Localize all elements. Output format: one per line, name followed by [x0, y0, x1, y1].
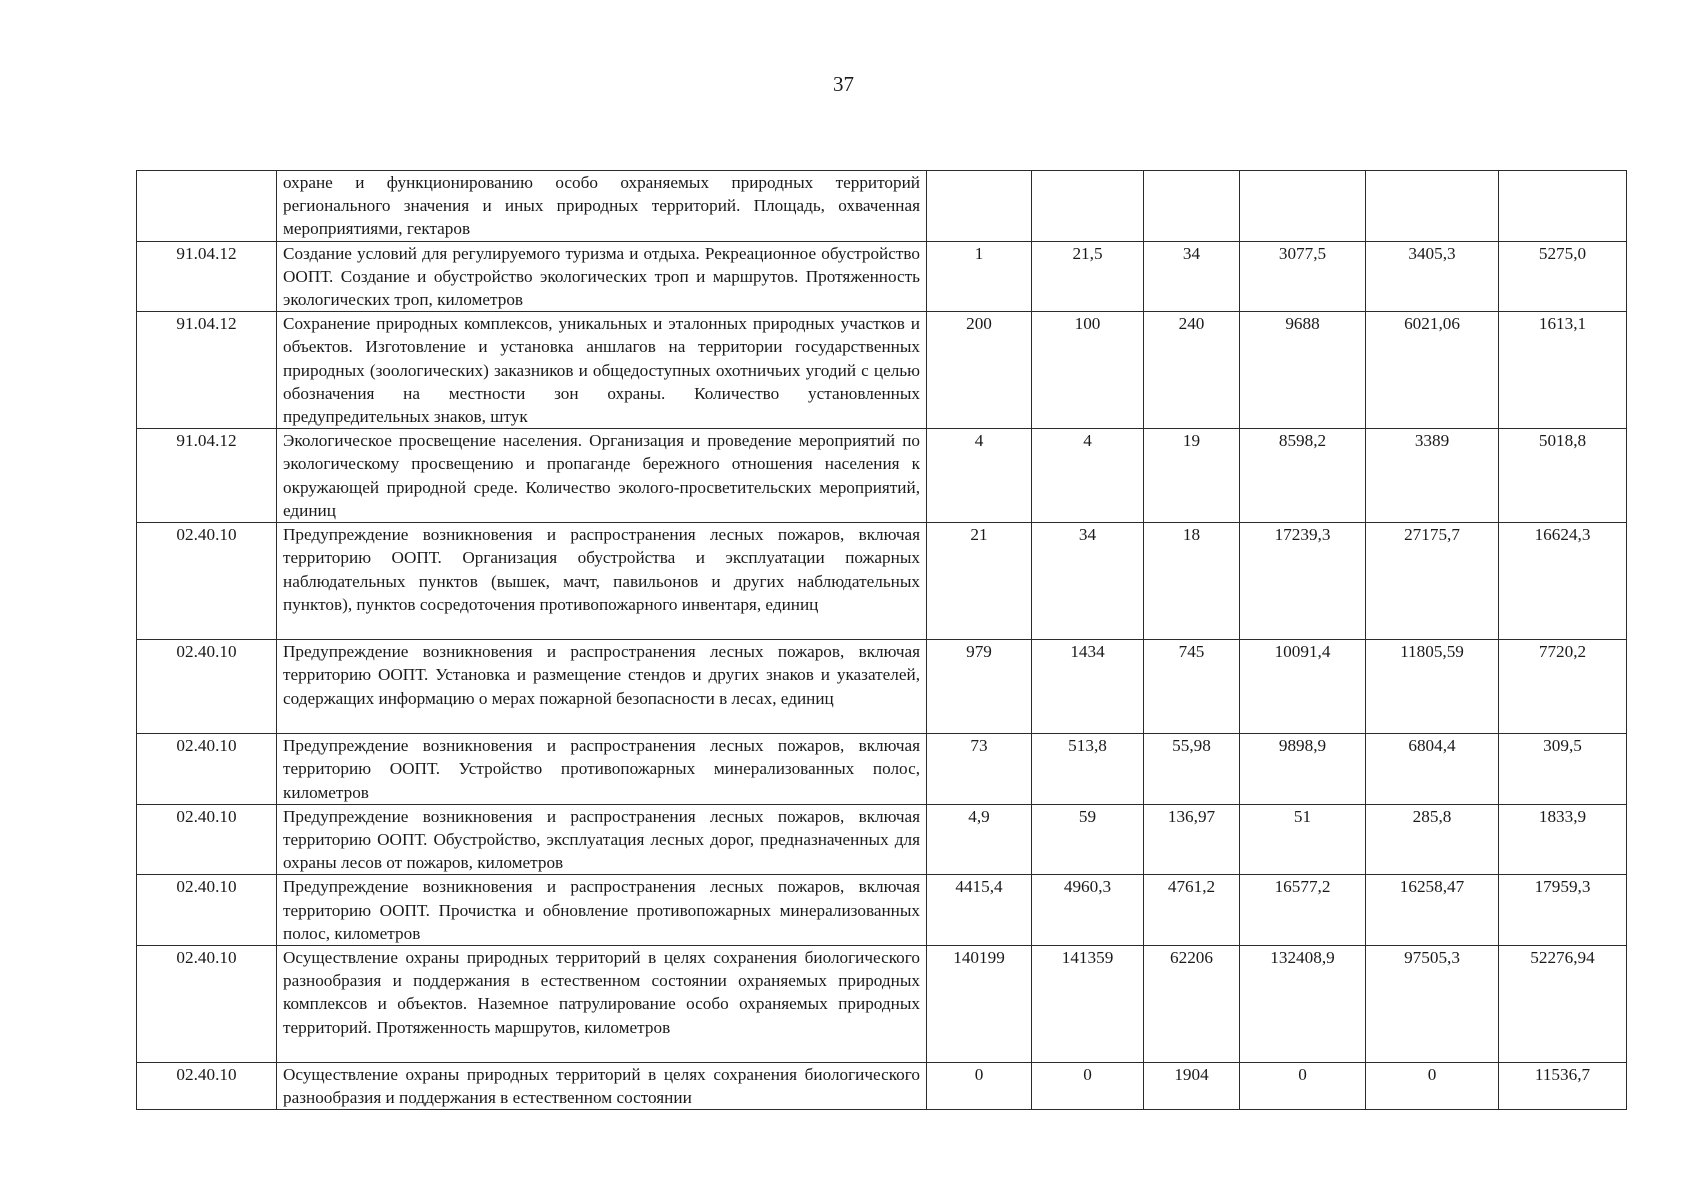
table-row [137, 1063, 1627, 1110]
row-value-3: 18 [1144, 523, 1240, 640]
row-code [137, 171, 277, 242]
table-body [137, 171, 1627, 1110]
row-value-2: 0 [1032, 1063, 1144, 1110]
row-value-3: 136,97 [1144, 804, 1240, 875]
page-number: 37 [833, 72, 854, 96]
row-value-4: 51 [1240, 804, 1366, 875]
row-code: 02.40.10 [137, 946, 277, 1063]
row-value-3: 745 [1144, 640, 1240, 734]
row-value-1: 140199 [927, 946, 1032, 1063]
row-value-2: 4 [1032, 429, 1144, 523]
row-value-1: 200 [927, 312, 1032, 429]
row-description: Предупреждение возникновения и распространения лесных пожаров, включая территорию ООПТ. Прочистка и обновление противопожарных минерализованных полос, километров [277, 875, 927, 946]
row-value-5: 3389 [1366, 429, 1499, 523]
row-value-4: 9688 [1240, 312, 1366, 429]
row-value-5: 3405,3 [1366, 241, 1499, 312]
row-description: Осуществление охраны природных территорий в целях сохранения биологического разнообразия и поддержания в естественном состоянии [277, 1063, 927, 1110]
table-row [137, 523, 1627, 640]
row-value-4: 3077,5 [1240, 241, 1366, 312]
row-value-6: 7720,2 [1499, 640, 1627, 734]
row-description: Осуществление охраны природных территорий в целях сохранения биологического разнообразия и поддержания в естественном состоянии охраняемых природных комплексов и объектов. Наземное патрулирование особо охраняемых природных территорий. Протяженность маршрутов, километров [277, 946, 927, 1063]
row-value-3: 19 [1144, 429, 1240, 523]
row-value-3: 62206 [1144, 946, 1240, 1063]
row-value-6: 5275,0 [1499, 241, 1627, 312]
row-value-2: 4960,3 [1032, 875, 1144, 946]
row-value-6: 5018,8 [1499, 429, 1627, 523]
row-value-2: 21,5 [1032, 241, 1144, 312]
row-value-5: 11805,59 [1366, 640, 1499, 734]
table-row [137, 734, 1627, 805]
row-description: Создание условий для регулируемого туризма и отдыха. Рекреационное обустройство ООПТ. Создание и обустройство экологических троп и маршрутов. Протяженность экологических троп, километров [277, 241, 927, 312]
row-value-4 [1240, 171, 1366, 242]
row-value-6: 309,5 [1499, 734, 1627, 805]
row-code: 02.40.10 [137, 640, 277, 734]
row-description: Экологическое просвещение населения. Организация и проведение мероприятий по экологическому просвещению и пропаганде бережного отношения населения к окружающей природной среде. Количество эколого-просветительских мероприятий, единиц [277, 429, 927, 523]
indicators-table [136, 170, 1627, 1110]
table-row [137, 171, 1627, 242]
row-value-1: 4,9 [927, 804, 1032, 875]
row-description: Предупреждение возникновения и распространения лесных пожаров, включая территорию ООПТ. Обустройство, эксплуатация лесных дорог, предназначенных для охраны лесов от пожаров, километров [277, 804, 927, 875]
table-row [137, 429, 1627, 523]
row-description: Предупреждение возникновения и распространения лесных пожаров, включая территорию ООПТ. Организация обустройства и эксплуатации пожарных наблюдательных пунктов (вышек, мачт, павильонов и других наблюдательных пунктов), пунктов сосредоточения противопожарного инвентаря, единиц [277, 523, 927, 640]
table-row [137, 312, 1627, 429]
row-value-6: 11536,7 [1499, 1063, 1627, 1110]
row-value-2: 59 [1032, 804, 1144, 875]
row-value-2: 1434 [1032, 640, 1144, 734]
row-value-2: 34 [1032, 523, 1144, 640]
table-row [137, 875, 1627, 946]
row-code: 02.40.10 [137, 523, 277, 640]
row-value-6 [1499, 171, 1627, 242]
row-value-2 [1032, 171, 1144, 242]
row-value-4: 0 [1240, 1063, 1366, 1110]
row-value-6: 1613,1 [1499, 312, 1627, 429]
row-value-1: 0 [927, 1063, 1032, 1110]
row-value-1 [927, 171, 1032, 242]
row-value-5: 285,8 [1366, 804, 1499, 875]
row-value-4: 132408,9 [1240, 946, 1366, 1063]
row-value-3 [1144, 171, 1240, 242]
row-value-5: 0 [1366, 1063, 1499, 1110]
row-value-1: 4 [927, 429, 1032, 523]
row-description: Сохранение природных комплексов, уникальных и эталонных природных участков и объектов. Изготовление и установка аншлагов на территории государственных природных (зоологических) заказников и общедоступных охотничьих угодий с целью обозначения на местности зон охраны. Количество установленных предупредительных знаков, штук [277, 312, 927, 429]
row-code: 91.04.12 [137, 429, 277, 523]
row-value-5: 27175,7 [1366, 523, 1499, 640]
row-value-3: 240 [1144, 312, 1240, 429]
row-value-3: 1904 [1144, 1063, 1240, 1110]
row-value-4: 10091,4 [1240, 640, 1366, 734]
row-code: 02.40.10 [137, 875, 277, 946]
row-description: Предупреждение возникновения и распространения лесных пожаров, включая территорию ООПТ. Установка и размещение стендов и других знаков и указателей, содержащих информацию о мерах пожарной безопасности в лесах, единиц [277, 640, 927, 734]
table-row [137, 946, 1627, 1063]
row-description: охране и функционированию особо охраняемых природных территорий регионального значения и иных природных территорий. Площадь, охваченная мероприятиями, гектаров [277, 171, 927, 242]
row-value-6: 1833,9 [1499, 804, 1627, 875]
row-value-6: 52276,94 [1499, 946, 1627, 1063]
row-value-6: 17959,3 [1499, 875, 1627, 946]
row-value-2: 100 [1032, 312, 1144, 429]
row-value-5 [1366, 171, 1499, 242]
row-value-1: 21 [927, 523, 1032, 640]
row-value-4: 16577,2 [1240, 875, 1366, 946]
row-value-3: 4761,2 [1144, 875, 1240, 946]
row-value-1: 4415,4 [927, 875, 1032, 946]
row-value-4: 17239,3 [1240, 523, 1366, 640]
row-value-4: 8598,2 [1240, 429, 1366, 523]
row-value-5: 6804,4 [1366, 734, 1499, 805]
row-value-1: 979 [927, 640, 1032, 734]
table-row [137, 804, 1627, 875]
row-value-6: 16624,3 [1499, 523, 1627, 640]
row-code: 02.40.10 [137, 1063, 277, 1110]
row-value-2: 141359 [1032, 946, 1144, 1063]
row-value-5: 6021,06 [1366, 312, 1499, 429]
row-value-2: 513,8 [1032, 734, 1144, 805]
row-description: Предупреждение возникновения и распространения лесных пожаров, включая территорию ООПТ. Устройство противопожарных минерализованных полос, километров [277, 734, 927, 805]
table-row [137, 640, 1627, 734]
row-value-1: 73 [927, 734, 1032, 805]
table-row [137, 241, 1627, 312]
row-value-3: 55,98 [1144, 734, 1240, 805]
row-code: 91.04.12 [137, 241, 277, 312]
row-value-3: 34 [1144, 241, 1240, 312]
row-value-5: 97505,3 [1366, 946, 1499, 1063]
row-value-5: 16258,47 [1366, 875, 1499, 946]
row-value-4: 9898,9 [1240, 734, 1366, 805]
row-code: 91.04.12 [137, 312, 277, 429]
row-value-1: 1 [927, 241, 1032, 312]
row-code: 02.40.10 [137, 734, 277, 805]
row-code: 02.40.10 [137, 804, 277, 875]
